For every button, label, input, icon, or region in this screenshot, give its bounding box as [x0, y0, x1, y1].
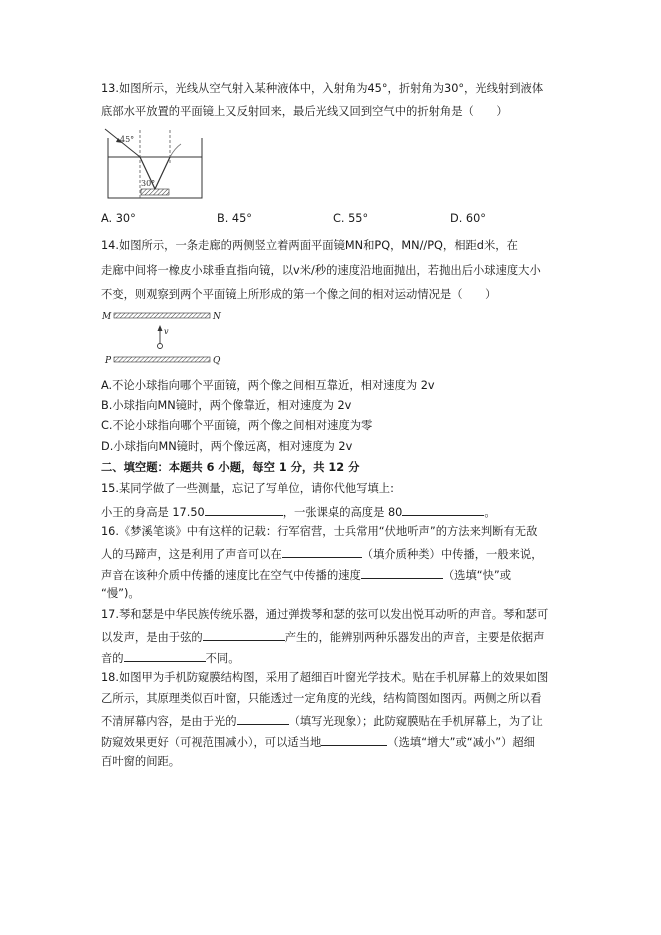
q15-blank-2[interactable] — [402, 503, 484, 516]
q14-stem-line3: 不变，则观察到两个平面镜上所形成的第一个像之间的相对运动情况是（ ） — [101, 288, 497, 301]
q13-figure — [101, 124, 211, 206]
q17-stem-line1: 17.琴和瑟是中华民族传统乐器，通过弹拨琴和瑟的弦可以发出悦耳动听的声音。琴和瑟可 — [101, 608, 549, 621]
q18-stem-line1: 18.如图甲为手机防窥膜结构图，采用了超细百叶窗光学技术。贴在手机屏幕上的效果如图 — [101, 671, 549, 684]
q17-text-d: 不同。 — [205, 652, 240, 665]
q15-text-b: ，一张课桌的高度是 80 — [282, 506, 403, 519]
q17-text-a: 以发声，是由于弦的 — [101, 631, 203, 644]
q18-blank-2[interactable] — [321, 733, 387, 746]
q13-option-d[interactable]: D. 60° — [450, 212, 486, 225]
q14-stem-line2: 走廊中间将一橡皮小球垂直指向镜，以v米/秒的速度沿地面抛出，若抛出后小球速度大小 — [101, 264, 541, 277]
q17-blank-2[interactable] — [124, 649, 206, 662]
q13-angle-45-label: 45° — [120, 135, 135, 144]
q16-text-a: 人的马蹄声，这是利用了声音可以在 — [101, 548, 282, 561]
q16-stem-line3 — [101, 566, 511, 584]
q16-stem-line2 — [101, 545, 543, 563]
q14-label-m: M — [102, 312, 112, 322]
q14-option-a[interactable]: A.不论小球指向哪个平面镜，两个像之间相互靠近，相对速度为 2v — [101, 379, 435, 392]
q16-stem-line1: 16.《梦溪笔谈》中有这样的记载：行军宿营，士兵常用“伏地听声”的方法来判断有无敌 — [101, 525, 538, 538]
q16-blank-2[interactable] — [361, 566, 443, 579]
q17-blank-1[interactable] — [203, 628, 285, 641]
q17-stem-line3 — [101, 649, 240, 667]
q17-text-b: 产生的，能辨别两种乐器发出的声音，主要是依据声 — [284, 631, 545, 644]
q16-blank-1[interactable] — [282, 545, 362, 558]
q13-option-b[interactable]: B. 45° — [217, 212, 252, 225]
q14-stem-line1: 14.如图所示，一条走廊的两侧竖立着两面平面镜MN和PQ，MN//PQ，相距d米，在 — [101, 239, 518, 252]
q15-stem-line1: 15.某同学做了一些测量，忘记了写单位，请你代他写填上: — [101, 482, 394, 495]
q15-text-c: 。 — [484, 506, 496, 519]
q18-stem-line3 — [101, 712, 543, 730]
q13-angle-30-label: 30° — [141, 179, 156, 188]
q15-blank-1[interactable] — [205, 503, 283, 516]
q14-label-q: Q — [213, 356, 221, 366]
q14-label-n: N — [213, 312, 221, 322]
q18-stem-line2: 乙所示，其原理类似百叶窗，只能透过一定角度的光线，结构简图如图丙。两侧之所以看 — [101, 692, 542, 705]
q13-stem-line1: 13.如图所示，光线从空气射入某种液体中，入射角为45°，折射角为30°，光线射到液体 — [101, 82, 544, 95]
q17-stem-line2 — [101, 628, 545, 646]
q14-option-d[interactable]: D.小球指向MN镜时，两个像远离，相对速度为 2v — [101, 440, 353, 453]
q14-label-v: v — [164, 327, 169, 336]
q14-option-c[interactable]: C.不论小球指向哪个平面镜，两个像之间相对速度为零 — [101, 419, 373, 432]
q18-text-d: （选填“增大”或“减小”）超细 — [387, 736, 535, 749]
q13-stem-line2: 底部水平放置的平面镜上又反射回来，最后光线又回到空气中的折射角是（ ） — [101, 105, 508, 118]
q14-figure — [101, 307, 231, 373]
q18-blank-1[interactable] — [237, 712, 289, 725]
q18-text-a: 不清屏幕内容，是由于光的 — [101, 715, 237, 728]
q17-text-c: 音的 — [101, 652, 124, 665]
q15-text-a: 小王的身高是 17.50 — [101, 506, 205, 519]
q16-text-d: （选填“快”或 — [442, 569, 512, 582]
section-heading-fill-in: 二、填空题：本题共 6 小题，每空 1 分，共 12 分 — [101, 461, 360, 474]
q18-stem-line5: 百叶窗的间距。 — [101, 755, 181, 768]
q14-label-p: P — [105, 356, 112, 366]
q16-text-c: 声音在该种介质中传播的速度比在空气中传播的速度 — [101, 569, 361, 582]
q13-option-a[interactable]: A. 30° — [101, 212, 136, 225]
q15-stem-line2 — [101, 503, 496, 521]
q16-text-b: （填介质种类）中传播，一般来说， — [361, 548, 543, 561]
q13-option-c[interactable]: C. 55° — [333, 212, 369, 225]
q16-stem-line4: “慢”)。 — [101, 587, 140, 600]
q18-stem-line4 — [101, 733, 535, 751]
q18-text-c: 防窥效果更好（可视范围减小），可以适当地 — [101, 736, 322, 749]
q18-text-b: （填写光现象）；此防窥膜贴在手机屏幕上，为了让 — [288, 715, 543, 728]
q14-option-b[interactable]: B.小球指向MN镜时，两个像靠近，相对速度为 2v — [101, 399, 352, 412]
